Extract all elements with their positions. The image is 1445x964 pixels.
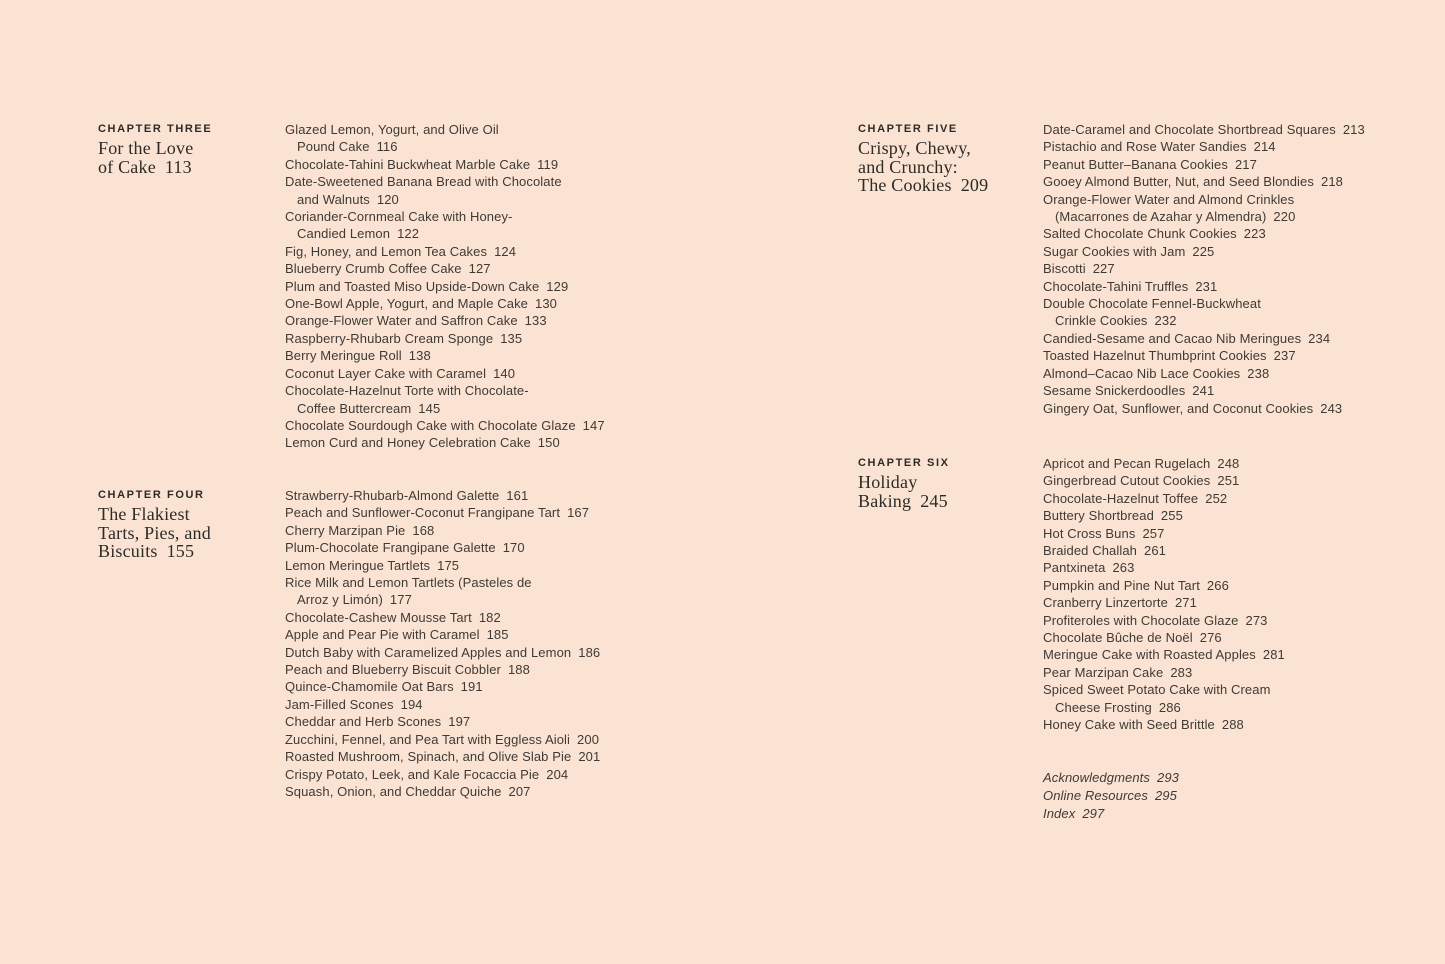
toc-entry-title: Braided Challah 261 xyxy=(1043,543,1167,559)
toc-entry xyxy=(1043,156,1445,173)
toc-entry xyxy=(285,522,765,539)
chapter-heading xyxy=(98,121,278,176)
toc-entry-continuation: Pound Cake 116 xyxy=(297,139,398,155)
chapter-title-line: The Flakiest xyxy=(98,504,190,524)
toc-entry-title: Quince-Chamomile Oat Bars 191 xyxy=(285,679,483,695)
toc-entry xyxy=(285,156,765,173)
toc-entry xyxy=(285,609,765,626)
chapter-title-line: The Cookies 209 xyxy=(858,175,989,195)
chapter-eyebrow: CHAPTER SIX xyxy=(858,457,950,469)
back-matter-title: Acknowledgments xyxy=(1043,770,1150,785)
toc-entry-title: Peanut Butter–Banana Cookies 217 xyxy=(1043,156,1257,172)
toc-entry-title: Chocolate-Tahini Truffles 231 xyxy=(1043,278,1218,294)
entry-page-number: 168 xyxy=(412,522,435,538)
toc-entry xyxy=(285,243,765,260)
entry-page-number: 231 xyxy=(1195,278,1218,294)
chapter-title-line: Holiday xyxy=(858,472,918,492)
toc-entry xyxy=(285,783,765,800)
entry-page-number: 213 xyxy=(1342,122,1365,137)
toc-entry-title: Gingery Oat, Sunflower, and Coconut Cookies 243 xyxy=(1043,400,1343,416)
toc-entry-title: Meringue Cake with Roasted Apples 281 xyxy=(1043,647,1285,663)
toc-entry-title: Squash, Onion, and Cheddar Quiche 207 xyxy=(285,783,531,799)
toc-entry xyxy=(285,417,765,434)
toc-entry-title: Fig, Honey, and Lemon Tea Cakes 124 xyxy=(285,243,517,259)
toc-entry xyxy=(1043,577,1445,594)
entry-page-number: 185 xyxy=(486,627,509,643)
entry-page-number: 220 xyxy=(1273,209,1296,225)
toc-entry-title: Peach and Sunflower-Coconut Frangipane Tart 167 xyxy=(285,505,590,521)
toc-entry xyxy=(285,644,765,661)
toc-entry xyxy=(285,557,765,574)
entry-page-number: 133 xyxy=(524,313,547,329)
toc-entry-title: Date-Sweetened Banana Bread with Chocolate xyxy=(285,174,562,190)
chapter-eyebrow: CHAPTER FOUR xyxy=(98,489,205,501)
toc-entry-title: Pumpkin and Pine Nut Tart 266 xyxy=(1043,577,1229,593)
toc-entry xyxy=(1043,664,1445,681)
chapter-title-line: of Cake 113 xyxy=(98,156,192,177)
back-matter-title: Index xyxy=(1043,806,1076,821)
entry-page-number: 150 xyxy=(537,435,560,451)
entry-page-number: 191 xyxy=(460,679,483,695)
toc-entry-title: Lemon Meringue Tartlets 175 xyxy=(285,557,460,573)
chapter-title xyxy=(858,473,1038,510)
toc-entry-title: Roasted Mushroom, Spinach, and Olive Slab Pie 201 xyxy=(285,749,601,765)
toc-entry-title: Blueberry Crumb Coffee Cake 127 xyxy=(285,261,491,277)
entry-page-number: 227 xyxy=(1092,261,1115,277)
toc-entry-title: Apricot and Pecan Rugelach 248 xyxy=(1043,456,1240,471)
entry-page-number: 273 xyxy=(1245,612,1268,628)
toc-entry xyxy=(285,504,765,521)
toc-entry xyxy=(285,696,765,713)
toc-entry-continuation: Cheese Frosting 286 xyxy=(1055,699,1181,715)
entry-page-number: 266 xyxy=(1206,577,1229,593)
toc-entry xyxy=(285,278,765,295)
entry-page-number: 167 xyxy=(567,505,590,521)
toc-entry xyxy=(1043,716,1445,733)
toc-entry-title: Rice Milk and Lemon Tartlets (Pasteles de xyxy=(285,575,532,591)
entry-page-number: 252 xyxy=(1205,490,1228,506)
entry-page-number: 175 xyxy=(437,557,460,573)
toc-entry-continuation: (Macarrones de Azahar y Almendra) 220 xyxy=(1055,209,1296,225)
toc-entry-title: Peach and Blueberry Biscuit Cobbler 188 xyxy=(285,662,530,678)
entry-page-number: 197 xyxy=(448,714,471,730)
entry-page-number: 263 xyxy=(1112,560,1135,576)
toc-entry xyxy=(1043,472,1445,489)
toc-entry-title: Berry Meringue Roll 138 xyxy=(285,348,431,364)
back-matter-title: Online Resources xyxy=(1043,788,1148,803)
toc-entry xyxy=(1043,400,1445,417)
toc-entry xyxy=(285,173,765,208)
toc-entry xyxy=(285,748,765,765)
back-matter-page-number: 293 xyxy=(1157,770,1179,785)
entry-page-number: 234 xyxy=(1308,330,1331,346)
toc-entry xyxy=(1043,646,1445,663)
toc-entry-title: Plum and Toasted Miso Upside-Down Cake 129 xyxy=(285,278,569,294)
toc-entry-title: Cherry Marzipan Pie 168 xyxy=(285,522,435,538)
entry-page-number: 188 xyxy=(507,662,530,678)
entry-page-number: 238 xyxy=(1247,365,1270,381)
toc-entry xyxy=(285,312,765,329)
toc-entry xyxy=(1043,347,1445,364)
toc-entry xyxy=(285,365,765,382)
toc-entry-title: Chocolate-Hazelnut Toffee 252 xyxy=(1043,490,1228,506)
toc-entry-continuation: Coffee Buttercream 145 xyxy=(297,400,441,416)
chapter-page-number: 209 xyxy=(960,175,989,195)
entry-page-number: 119 xyxy=(537,156,559,172)
toc-entry-title: Apple and Pear Pie with Caramel 185 xyxy=(285,627,509,643)
toc-entry-title: Chocolate Sourdough Cake with Chocolate Glaze 147 xyxy=(285,417,605,433)
entry-page-number: 200 xyxy=(577,731,600,747)
chapter-page-number: 113 xyxy=(164,156,192,177)
toc-entry-title: Double Chocolate Fennel-Buckwheat xyxy=(1043,296,1261,312)
entry-page-number: 127 xyxy=(468,261,491,277)
toc-entry-title: Hot Cross Buns 257 xyxy=(1043,525,1165,541)
entry-page-number: 225 xyxy=(1192,243,1215,259)
toc-entry-title: Plum-Chocolate Frangipane Galette 170 xyxy=(285,540,525,556)
entry-page-number: 217 xyxy=(1234,156,1257,172)
recipe-list xyxy=(285,487,765,800)
toc-entry xyxy=(1043,278,1445,295)
toc-entry xyxy=(285,487,765,504)
toc-entry xyxy=(1043,365,1445,382)
chapter-eyebrow: CHAPTER THREE xyxy=(98,123,213,135)
back-matter-list xyxy=(1043,769,1179,823)
toc-entry-title: Spiced Sweet Potato Cake with Cream xyxy=(1043,682,1271,698)
entry-page-number: 257 xyxy=(1142,525,1165,541)
toc-entry xyxy=(1043,525,1445,542)
entry-page-number: 237 xyxy=(1273,348,1296,364)
toc-entry xyxy=(1043,295,1445,330)
chapter-title-line: Baking 245 xyxy=(858,490,948,511)
entry-page-number: 248 xyxy=(1217,456,1240,471)
toc-entry xyxy=(1043,138,1445,155)
toc-entry-title: Pantxineta 263 xyxy=(1043,560,1135,576)
toc-entry xyxy=(285,539,765,556)
toc-entry xyxy=(1043,260,1445,277)
toc-entry-continuation: Arroz y Limón) 177 xyxy=(297,592,412,608)
entry-page-number: 182 xyxy=(478,609,501,625)
entry-page-number: 194 xyxy=(400,696,423,712)
toc-entry xyxy=(1043,559,1445,576)
toc-entry xyxy=(1043,612,1445,629)
toc-entry xyxy=(1043,455,1445,472)
entry-page-number: 251 xyxy=(1217,473,1240,489)
toc-entry-title: Orange-Flower Water and Almond Crinkles xyxy=(1043,191,1295,207)
entry-page-number: 232 xyxy=(1154,313,1177,329)
toc-entry-title: Jam-Filled Scones 194 xyxy=(285,696,423,712)
toc-entry xyxy=(285,626,765,643)
entry-page-number: 214 xyxy=(1253,139,1276,155)
entry-page-number: 281 xyxy=(1262,647,1285,663)
entry-page-number: 124 xyxy=(494,243,517,259)
chapter-eyebrow: CHAPTER FIVE xyxy=(858,123,958,135)
toc-entry xyxy=(1043,243,1445,260)
entry-page-number: 283 xyxy=(1170,664,1193,680)
toc-entry xyxy=(285,678,765,695)
toc-entry xyxy=(1043,382,1445,399)
toc-entry xyxy=(285,382,765,417)
toc-entry xyxy=(1043,507,1445,524)
entry-page-number: 177 xyxy=(389,592,412,608)
entry-page-number: 147 xyxy=(582,417,605,433)
chapter-title-line: and Crunchy: xyxy=(858,156,958,177)
entry-page-number: 170 xyxy=(502,540,525,556)
chapter-title-line: For the Love xyxy=(98,138,194,158)
entry-page-number: 204 xyxy=(546,766,569,782)
back-matter-item xyxy=(1043,805,1179,823)
entry-page-number: 186 xyxy=(578,644,601,660)
toc-entry-title: Almond–Cacao Nib Lace Cookies 238 xyxy=(1043,365,1270,381)
toc-entry-title: Biscotti 227 xyxy=(1043,261,1115,277)
entry-page-number: 129 xyxy=(546,278,569,294)
entry-page-number: 255 xyxy=(1160,508,1183,524)
toc-entry-title: Gingerbread Cutout Cookies 251 xyxy=(1043,473,1240,489)
toc-entry xyxy=(285,121,765,156)
toc-entry-title: Raspberry-Rhubarb Cream Sponge 135 xyxy=(285,330,523,346)
toc-entry-title: Coriander-Cornmeal Cake with Honey- xyxy=(285,209,513,225)
entry-page-number: 243 xyxy=(1320,400,1343,416)
toc-entry xyxy=(285,295,765,312)
toc-entry xyxy=(285,347,765,364)
toc-entry xyxy=(285,330,765,347)
recipe-list xyxy=(285,121,765,452)
toc-entry xyxy=(1043,681,1445,716)
toc-entry-title: Coconut Layer Cake with Caramel 140 xyxy=(285,365,516,381)
toc-entry-title: Gooey Almond Butter, Nut, and Seed Blondies 218 xyxy=(1043,174,1343,190)
toc-entry-title: Strawberry-Rhubarb-Almond Galette 161 xyxy=(285,488,529,503)
chapter-heading xyxy=(98,487,278,561)
toc-entry-title: Zucchini, Fennel, and Pea Tart with Eggless Aioli 200 xyxy=(285,731,600,747)
toc-entry xyxy=(1043,490,1445,507)
entry-page-number: 140 xyxy=(493,365,516,381)
chapter-page-number: 155 xyxy=(166,541,195,561)
chapter-title-line: Tarts, Pies, and xyxy=(98,522,211,543)
entry-page-number: 218 xyxy=(1320,174,1343,190)
toc-entry-continuation: Candied Lemon 122 xyxy=(297,226,420,242)
back-matter-page-number: 297 xyxy=(1082,806,1105,821)
toc-entry-title: One-Bowl Apple, Yogurt, and Maple Cake 130 xyxy=(285,296,558,312)
toc-entry-title: Chocolate-Hazelnut Torte with Chocolate- xyxy=(285,383,529,399)
toc-entry xyxy=(1043,191,1445,226)
toc-entry-title: Honey Cake with Seed Brittle 288 xyxy=(1043,717,1244,733)
toc-entry-title: Lemon Curd and Honey Celebration Cake 150 xyxy=(285,435,560,451)
entry-page-number: 241 xyxy=(1192,383,1215,399)
toc-entry xyxy=(1043,225,1445,242)
toc-entry-continuation: Crinkle Cookies 232 xyxy=(1055,313,1177,329)
entry-page-number: 135 xyxy=(500,330,523,346)
toc-entry xyxy=(285,574,765,609)
entry-page-number: 120 xyxy=(376,191,399,207)
toc-entry-title: Cheddar and Herb Scones 197 xyxy=(285,714,471,730)
toc-entry-title: Candied-Sesame and Cacao Nib Meringues 234 xyxy=(1043,330,1331,346)
chapter-page-number: 245 xyxy=(920,490,948,511)
toc-entry-title: Salted Chocolate Chunk Cookies 223 xyxy=(1043,226,1266,242)
toc-entry xyxy=(1043,594,1445,611)
toc-entry xyxy=(285,661,765,678)
chapter-title xyxy=(98,139,278,176)
entry-page-number: 145 xyxy=(418,400,441,416)
entry-page-number: 161 xyxy=(506,488,529,503)
toc-entry xyxy=(1043,121,1445,138)
entry-page-number: 276 xyxy=(1199,630,1222,646)
toc-entry xyxy=(285,260,765,277)
recipe-list xyxy=(1043,121,1445,417)
chapter-heading xyxy=(858,121,1038,195)
toc-entry-title: Toasted Hazelnut Thumbprint Cookies 237 xyxy=(1043,348,1296,364)
entry-page-number: 271 xyxy=(1174,595,1197,611)
toc-entry-title: Pear Marzipan Cake 283 xyxy=(1043,664,1193,680)
entry-page-number: 130 xyxy=(535,296,558,312)
toc-entry xyxy=(285,731,765,748)
recipe-list xyxy=(1043,455,1445,734)
toc-entry xyxy=(285,766,765,783)
entry-page-number: 286 xyxy=(1158,699,1181,715)
toc-entry-continuation: and Walnuts 120 xyxy=(297,191,399,207)
back-matter-item xyxy=(1043,787,1179,805)
entry-page-number: 207 xyxy=(508,783,531,799)
entry-page-number: 138 xyxy=(408,348,431,364)
toc-entry-title: Buttery Shortbread 255 xyxy=(1043,508,1183,524)
entry-page-number: 122 xyxy=(397,226,420,242)
toc-entry-title: Glazed Lemon, Yogurt, and Olive Oil xyxy=(285,122,499,137)
toc-entry xyxy=(285,434,765,451)
back-matter-page-number: 295 xyxy=(1154,788,1177,803)
toc-entry-title: Crispy Potato, Leek, and Kale Focaccia Pie 204 xyxy=(285,766,569,782)
entry-page-number: 223 xyxy=(1243,226,1266,242)
toc-entry-title: Cranberry Linzertorte 271 xyxy=(1043,595,1197,611)
toc-entry-title: Pistachio and Rose Water Sandies 214 xyxy=(1043,139,1276,155)
toc-entry xyxy=(285,208,765,243)
toc-entry-title: Date-Caramel and Chocolate Shortbread Squares 213 xyxy=(1043,122,1365,137)
toc-entry-title: Sesame Snickerdoodles 241 xyxy=(1043,383,1215,399)
chapter-heading xyxy=(858,455,1038,510)
entry-page-number: 261 xyxy=(1144,543,1167,559)
toc-entry-title: Dutch Baby with Caramelized Apples and Lemon 186 xyxy=(285,644,601,660)
toc-entry xyxy=(1043,629,1445,646)
chapter-title-line: Crispy, Chewy, xyxy=(858,138,971,158)
toc-entry-title: Sugar Cookies with Jam 225 xyxy=(1043,243,1215,259)
entry-page-number: 116 xyxy=(376,139,398,155)
toc-entry xyxy=(285,713,765,730)
toc-entry-title: Chocolate-Tahini Buckwheat Marble Cake 119 xyxy=(285,156,559,172)
back-matter-item xyxy=(1043,769,1179,787)
toc-entry xyxy=(1043,173,1445,190)
toc-entry-title: Orange-Flower Water and Saffron Cake 133 xyxy=(285,313,547,329)
toc-entry-title: Profiteroles with Chocolate Glaze 273 xyxy=(1043,612,1268,628)
toc-entry xyxy=(1043,330,1445,347)
toc-entry-title: Chocolate Bûche de Noël 276 xyxy=(1043,630,1222,646)
toc-entry-title: Chocolate-Cashew Mousse Tart 182 xyxy=(285,609,501,625)
chapter-title xyxy=(98,505,278,561)
chapter-title xyxy=(858,139,1038,195)
toc-entry xyxy=(1043,542,1445,559)
chapter-title-line: Biscuits 155 xyxy=(98,541,195,561)
entry-page-number: 288 xyxy=(1221,717,1244,733)
entry-page-number: 201 xyxy=(578,749,601,765)
